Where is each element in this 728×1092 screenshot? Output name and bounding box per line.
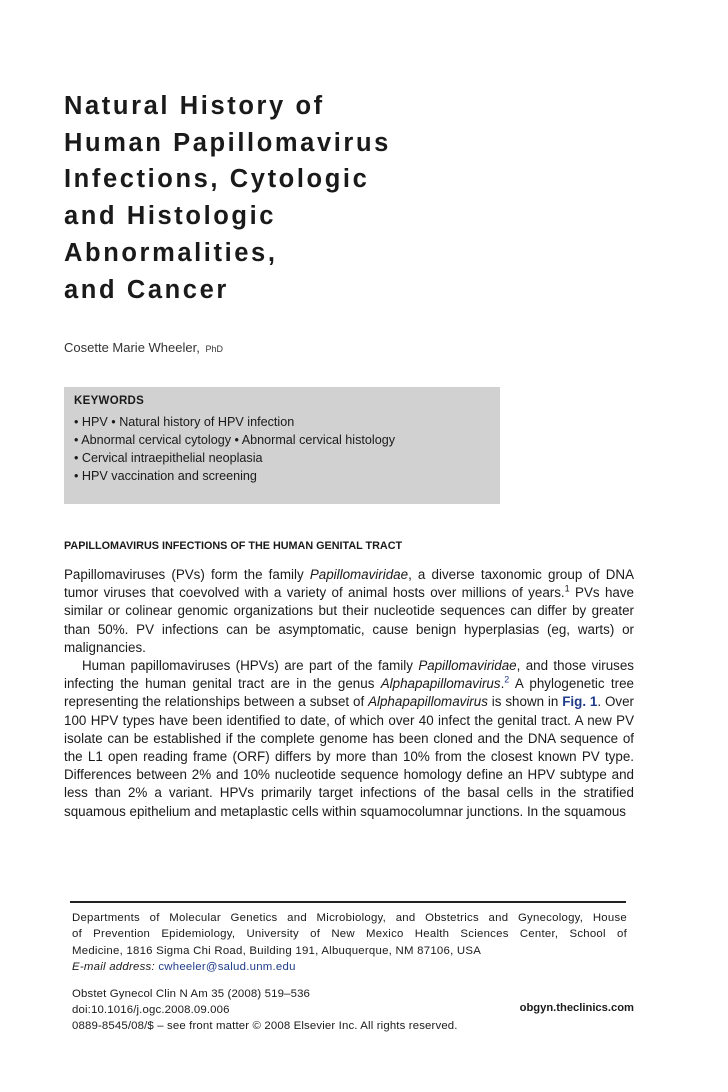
article-title (64, 88, 391, 308)
section-heading: PAPILLOMAVIRUS INFECTIONS OF THE HUMAN GENITAL TRACT (64, 540, 403, 552)
text-run: . (500, 676, 505, 692)
figure-link[interactable]: Fig. 1 (562, 694, 598, 710)
genus-term: Papillomaviridae (309, 567, 409, 582)
author-byline (64, 340, 223, 355)
keyword-line: • Abnormal cervical cytology • Abnormal cervical histology (74, 433, 395, 447)
text-run: , and those viruses infecting the human genital tract are in the genus (64, 658, 634, 692)
keywords-heading: KEYWORDS (74, 395, 145, 407)
text-run: , a diverse taxonomic group of DNA tumor viruses that coevolved with a variety of animal hosts over millions of years. (64, 567, 635, 601)
affiliation-line: Medicine, 1816 Sigma Chi Road, Building 191, Albuquerque, NM 87106, USA (72, 944, 482, 957)
email-label: E-mail address: (72, 961, 155, 974)
paragraph-2 (64, 657, 634, 821)
text-run: Human papillomaviruses (HPVs) are part of the family (82, 658, 419, 674)
title-line: Natural History of (64, 92, 325, 120)
reference-marker[interactable]: 1 (564, 583, 570, 594)
title-line: Human Papillomavirus (64, 128, 391, 157)
keyword-line: • HPV • Natural history of HPV infection (74, 415, 295, 429)
affiliation-line: of Prevention Epidemiology, University of New Mexico Health Sciences Center, School of (72, 928, 627, 941)
author-degree: PhD (205, 344, 223, 354)
keyword-line: • Cervical intraepithelial neoplasia (74, 451, 263, 465)
citation-line: Obstet Gynecol Clin N Am 35 (2008) 519–536 (72, 988, 311, 1000)
affiliation (72, 910, 627, 976)
genus-term: Alphapapillomavirus (380, 676, 501, 692)
text-run: A phylogenetic tree representing the relationships between a subset of (64, 676, 634, 710)
email-link[interactable]: cwheeler@salud.unm.edu (158, 961, 296, 974)
text-run: is shown in (487, 694, 563, 710)
text-run: Papillomaviruses (PVs) form the family (64, 567, 310, 582)
title-line: and Histologic (64, 202, 277, 231)
doi-line: doi:10.1016/j.ogc.2008.09.006 (72, 1004, 230, 1017)
title-line: and Cancer (64, 275, 229, 304)
title-line: Infections, Cytologic (64, 165, 370, 194)
footnote-divider (70, 901, 626, 903)
genus-term: Papillomaviridae (418, 658, 517, 674)
body-text (64, 566, 634, 821)
reference-marker[interactable]: 2 (504, 674, 510, 685)
copyright-line: 0889-8545/08/$ – see front matter © 2008 Elsevier Inc. All rights reserved. (72, 1020, 458, 1033)
keywords-box (64, 387, 500, 504)
paragraph-1 (64, 566, 634, 657)
text-run: PVs have similar or colinear genomic organizations but their nucleotide sequences can differ by greater than 50%. PV infections can be asymptomatic, cause benign hyperplasias (eg, warts) or malignancies. (64, 585, 634, 655)
keyword-line: • HPV vaccination and screening (74, 469, 257, 483)
email-line (72, 959, 627, 975)
author-name: Cosette Marie Wheeler, (64, 340, 200, 355)
text-run: . Over 100 HPV types have been identified to date, of which over 40 infect the genital tract. A new PV isolate can be established if the complete genome has been cloned and the DNA sequence of the L1 open reading frame (ORF) differs by more than 10% from the closest known PV type. Differences between 2% and 10% nucleotide sequence homology define an HPV subtype and less than 2% a variant. HPVs primarily target infections of the basal cells in the stratified squamous epithelium and metaplastic cells within squamocolumnar junctions. In the squamous (64, 694, 634, 819)
journal-site: obgyn.theclinics.com (519, 1002, 634, 1014)
affiliation-line: Departments of Molecular Genetics and Microbiology, and Obstetrics and Gynecology, House (72, 912, 627, 924)
citation-block (72, 986, 458, 1035)
genus-term: Alphapapillomavirus (368, 694, 488, 710)
title-line: Abnormalities, (64, 238, 278, 267)
